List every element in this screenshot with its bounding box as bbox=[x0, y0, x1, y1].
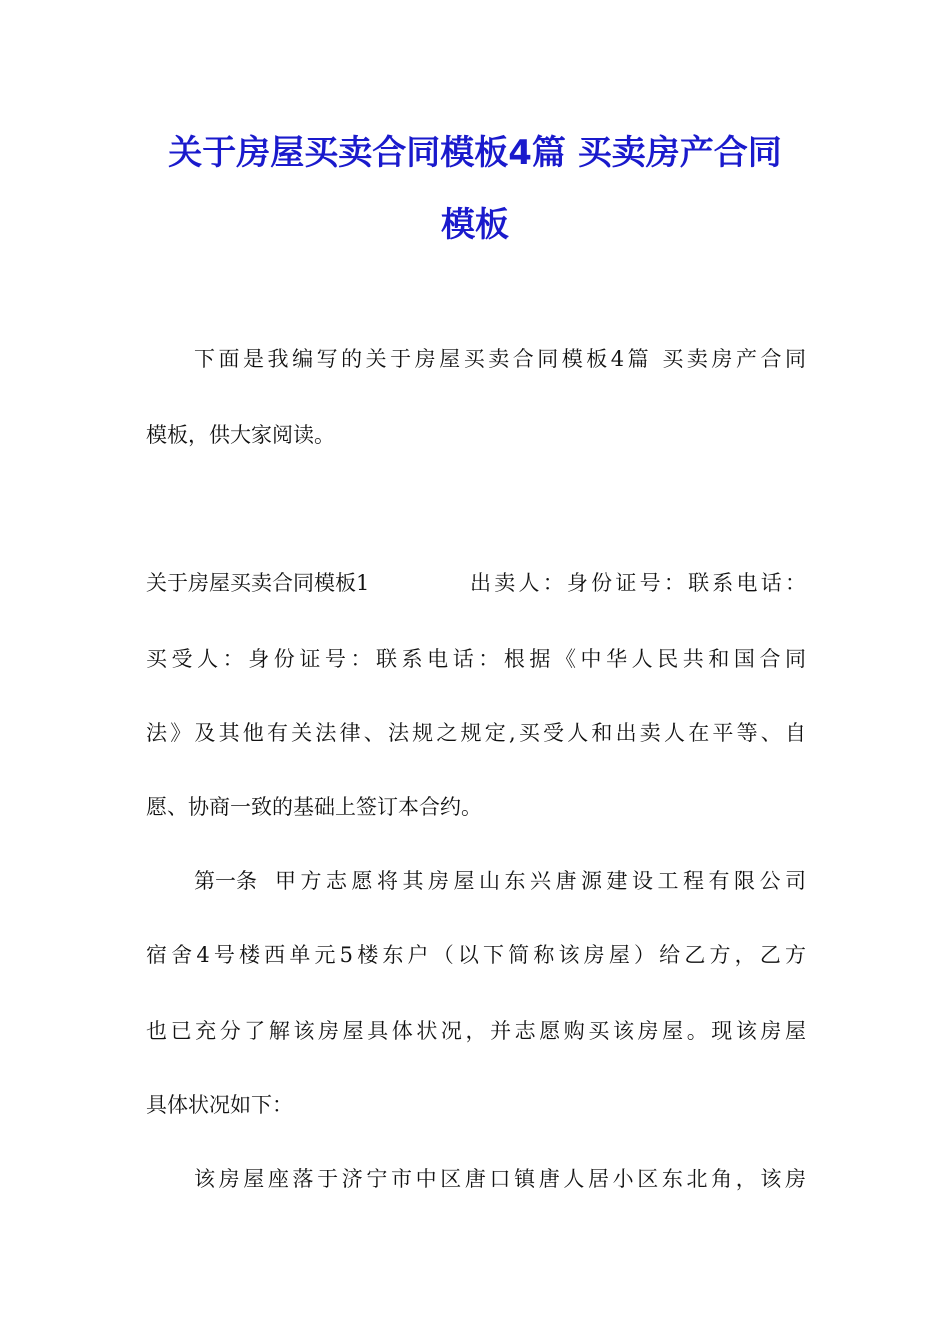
article1-line-4: 具体状况如下： bbox=[146, 1093, 293, 1117]
section1-line-4: 愿、协商一致的基础上签订本合约。 bbox=[146, 795, 482, 819]
article1-first-line bbox=[194, 871, 806, 892]
seller-fields: 出卖人：身份证号：联系电话： bbox=[470, 571, 806, 595]
section1-parties-seller bbox=[470, 573, 806, 594]
section1-heading: 关于房屋买卖合同模板1 bbox=[146, 571, 370, 595]
section1-line-2: 买受人：身份证号：联系电话：根据《中华人民共和国合同 bbox=[146, 647, 806, 671]
document-title-continued: 模板 bbox=[441, 205, 509, 245]
section1-first-line bbox=[146, 573, 806, 594]
location-paragraph-line-1: 该房屋座落于济宁市中区唐口镇唐人居小区东北角，该房 bbox=[194, 1167, 806, 1191]
document-title: 关于房屋买卖合同模板4篇 买卖房产合同 bbox=[168, 133, 782, 173]
article1-line-3: 也已充分了解该房屋具体状况，并志愿购买该房屋。现该房屋 bbox=[146, 1019, 806, 1043]
article1-spacer bbox=[257, 871, 275, 892]
article1-line-2: 宿舍4号楼西单元5楼东户（以下简称该房屋）给乙方，乙方 bbox=[146, 943, 806, 967]
section1-line-3: 法》及其他有关法律、法规之规定,买受人和出卖人在平等、自 bbox=[146, 721, 806, 745]
intro-paragraph-line-1: 下面是我编写的关于房屋买卖合同模板4篇 买卖房产合同 bbox=[194, 347, 806, 371]
article1-line-1: 甲方志愿将其房屋山东兴唐源建设工程有限公司 bbox=[275, 869, 806, 893]
intro-paragraph-line-2: 模板，供大家阅读。 bbox=[146, 423, 335, 447]
article1-label: 第一条 bbox=[194, 869, 257, 893]
